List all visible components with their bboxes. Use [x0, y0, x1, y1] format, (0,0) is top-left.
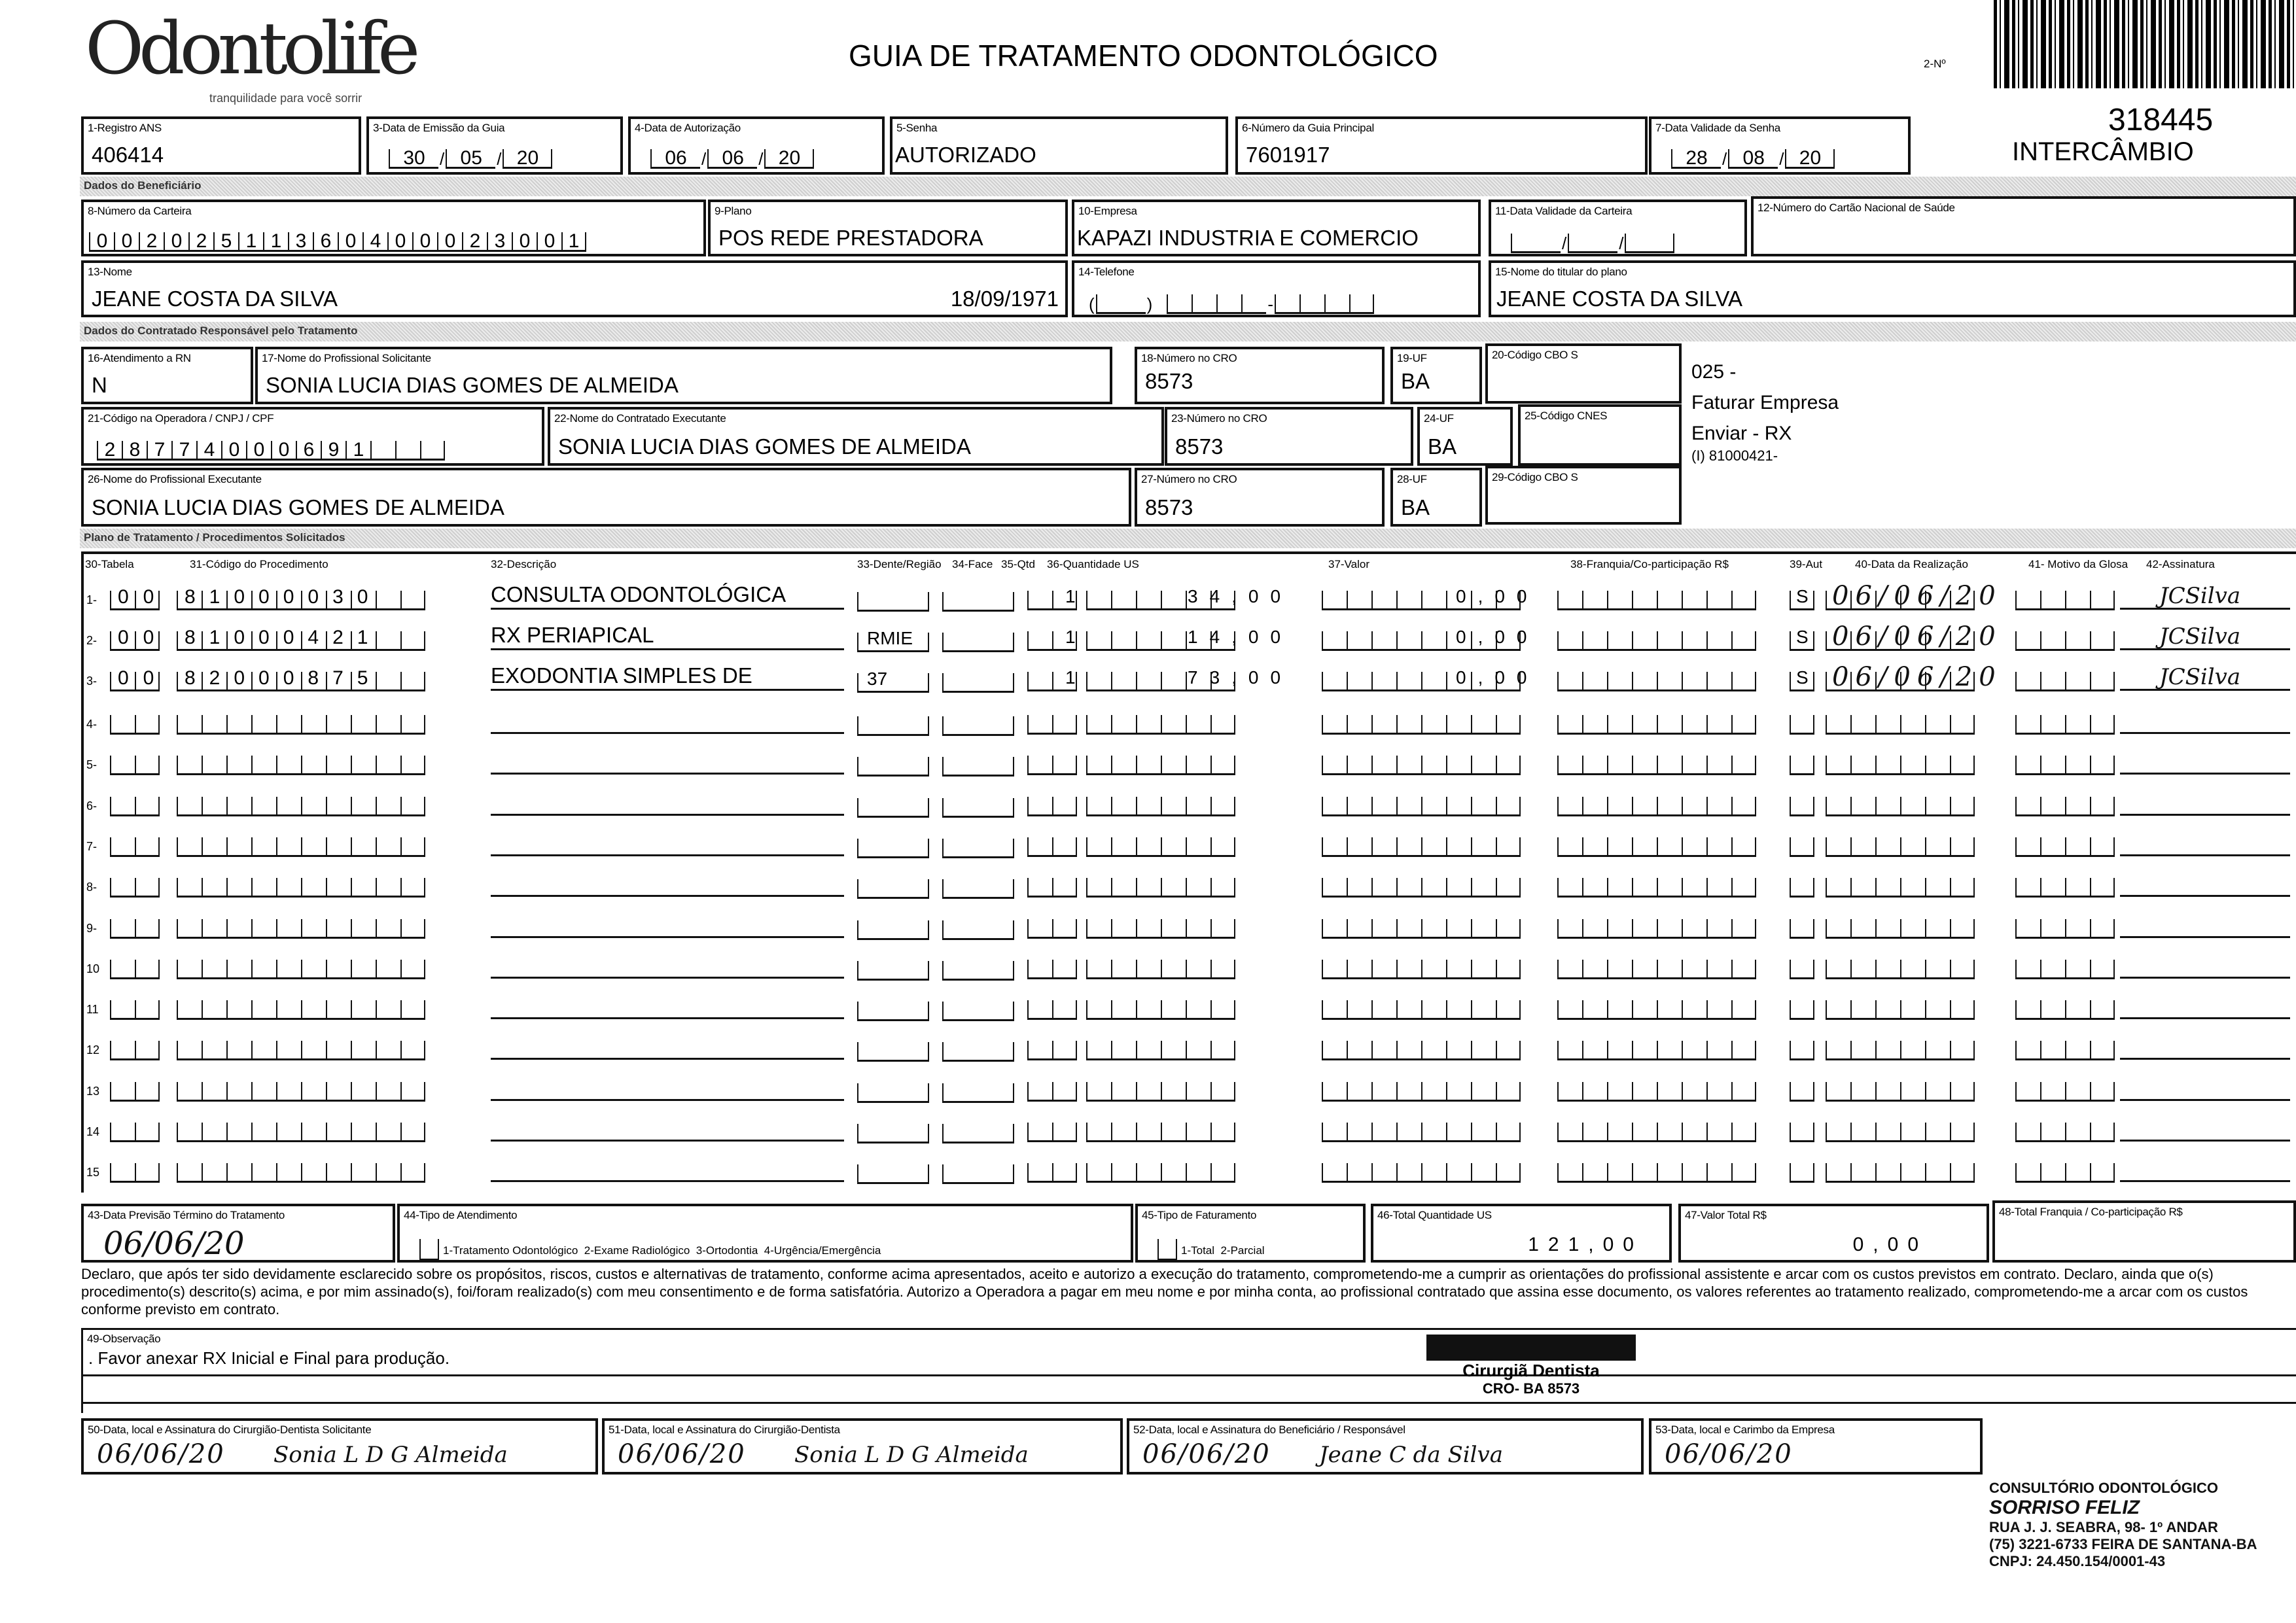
- column-header: 40-Data da Realização: [1855, 558, 1968, 570]
- tipo-atendimento-checkbox[interactable]: [419, 1239, 439, 1261]
- aut-value: S: [1796, 586, 1809, 606]
- carteira-digit: 2: [139, 232, 164, 252]
- procedure-row: [0, 1111, 2296, 1150]
- field-validade-senha: 7-Data Validade da Senha 28 / 08 / 20: [1649, 116, 1911, 175]
- assinatura-value: JCSilva: [2159, 664, 2241, 690]
- logo-text: Odontolife: [85, 7, 415, 90]
- signature-box: 52-Data, local e Assinatura do Beneficiário / Responsável 06/06/20 Jeane C da Silva: [1127, 1418, 1644, 1475]
- field-prof-executante: 26-Nome do Profissional Executante SONIA LUCIA DIAS GOMES DE ALMEIDA: [81, 468, 1131, 527]
- row-number: 10: [86, 962, 100, 975]
- field-guia-principal: 6-Número da Guia Principal 7601917: [1235, 116, 1648, 175]
- qtd-value: 1: [1065, 586, 1076, 606]
- carteira-digit: 0: [537, 232, 561, 252]
- field-uf-24: 24-UF BA: [1417, 407, 1513, 466]
- carteira-digit: 3: [487, 232, 512, 252]
- dente-value: RMIE: [867, 628, 913, 648]
- carteira-digit: 0: [512, 232, 537, 252]
- codigo-value: 81000030: [185, 586, 382, 608]
- row-number: 15: [86, 1166, 100, 1179]
- column-header: 34-Face: [952, 558, 993, 570]
- column-header: 37-Valor: [1328, 558, 1369, 570]
- valor-value: 0,00: [1456, 627, 1539, 647]
- field-contratado-executante: 22-Nome do Contratado Executante SONIA LUCIA DIAS GOMES DE ALMEIDA: [548, 407, 1164, 466]
- operadora-digit: [395, 441, 420, 461]
- field-titular: 15-Nome do titular do plano JEANE COSTA DA SILVA: [1489, 260, 2296, 317]
- clinic-stamp: CONSULTÓRIO ODONTOLÓGICO SORRISO FELIZ RUA J. J. SEABRA, 98- 1º ANDAR (75) 3221-6733 FEIRA DE SANTANA-BA CNPJ: 24.450.154/0001-43: [1989, 1480, 2257, 1569]
- tabela-value: 00: [118, 667, 169, 689]
- operadora-digit: 8: [122, 441, 147, 461]
- signature: Sonia L D G Almeida: [794, 1442, 1029, 1468]
- field-cro-18: 18-Número no CRO 8573: [1135, 347, 1385, 404]
- procedure-row: [0, 826, 2296, 865]
- carteira-digit: 2: [188, 232, 213, 252]
- tipo-faturamento-checkbox[interactable]: [1157, 1239, 1177, 1261]
- signature-box: 51-Data, local e Assinatura do Cirurgião-Dentista 06/06/20 Sonia L D G Almeida: [602, 1418, 1123, 1475]
- signature-box: 53-Data, local e Carimbo da Empresa 06/06/20: [1649, 1418, 1983, 1475]
- field-uf-28: 28-UF BA: [1390, 468, 1482, 527]
- signature: Sonia L D G Almeida: [274, 1442, 508, 1468]
- descricao-value: CONSULTA ODONTOLÓGICA: [491, 582, 786, 606]
- us-value: 73,00: [1188, 667, 1293, 688]
- column-header: 42-Assinatura: [2146, 558, 2215, 570]
- tabela-value: 00: [118, 586, 169, 608]
- field-observacao: 49-Observação . Favor anexar RX Inicial e Final para produção.: [81, 1328, 2296, 1413]
- field-telefone: 14-Telefone ( ) -: [1072, 260, 1481, 317]
- codigo-value: 82000875: [185, 667, 382, 689]
- logo: [85, 7, 415, 105]
- dentist-stamp: Cirurgiã Dentista CRO- BA 8573: [1426, 1335, 1636, 1397]
- barcode: [1994, 0, 2296, 88]
- field-codigo-operadora: 21-Código na Operadora / CNPJ / CPF 2 8 7 7 4 0 0 0 6 9 1: [81, 407, 544, 466]
- procedure-row: [0, 1070, 2296, 1109]
- guide-number-label: 2-Nº: [1924, 58, 1946, 70]
- assinatura-value: JCSilva: [2159, 583, 2241, 609]
- operadora-digit: 7: [171, 441, 196, 461]
- signature-date: 06/06/20: [97, 1439, 225, 1469]
- qtd-value: 1: [1065, 627, 1076, 647]
- descricao-value: EXODONTIA SIMPLES DE: [491, 663, 752, 688]
- operadora-digit: [420, 441, 445, 461]
- valor-value: 0,00: [1456, 667, 1539, 688]
- assinatura-value: JCSilva: [2159, 623, 2241, 650]
- logo-tagline: tranquilidade para você sorrir: [209, 92, 362, 105]
- field-previsao-termino: 43-Data Previsão Término do Tratamento 06/06/20: [81, 1204, 395, 1263]
- row-number: 13: [86, 1084, 100, 1098]
- row-number: 3-: [86, 674, 97, 688]
- aut-value: S: [1796, 627, 1809, 647]
- field-atendimento-rn: 16-Atendimento a RN N: [81, 347, 253, 404]
- procedure-row: [0, 744, 2296, 783]
- field-cnes-25: 25-Código CNES: [1518, 404, 1682, 466]
- row-number: 7-: [86, 839, 97, 853]
- signature: Jeane C da Silva: [1319, 1442, 1504, 1468]
- field-cbo-29: 29-Código CBO S: [1485, 466, 1682, 525]
- carteira-digit: 3: [288, 232, 313, 252]
- row-number: 4-: [86, 718, 97, 731]
- carteira-digit: 1: [238, 232, 263, 252]
- field-prof-solicitante: 17-Nome do Profissional Solicitante SONIA LUCIA DIAS GOMES DE ALMEIDA: [255, 347, 1112, 404]
- field-uf-19: 19-UF BA: [1390, 347, 1482, 404]
- field-cartao-nacional: 12-Número do Cartão Nacional de Saúde: [1751, 196, 2296, 256]
- operadora-digit: [370, 441, 395, 461]
- procedure-row: [0, 785, 2296, 824]
- field-cbo-20: 20-Código CBO S: [1485, 343, 1682, 404]
- carteira-digit: 0: [412, 232, 437, 252]
- field-data-autorizacao: 4-Data de Autorização 06 / 06 / 20: [628, 116, 885, 175]
- field-plano: 9-Plano POS REDE PRESTADORA: [708, 200, 1068, 256]
- column-header: 39-Aut: [1790, 558, 1823, 570]
- column-header: 32-Descrição: [491, 558, 557, 570]
- column-header: 33-Dente/Região: [857, 558, 942, 570]
- field-tipo-faturamento: 45-Tipo de Faturamento 1-Total 2-Parcial: [1135, 1204, 1366, 1263]
- data-realizacao-value: 06/06/20: [1832, 581, 2002, 611]
- operadora-digit: 6: [296, 441, 321, 461]
- row-number: 5-: [86, 758, 97, 772]
- field-senha: 5-Senha AUTORIZADO: [890, 116, 1228, 175]
- operadora-digit: 2: [97, 441, 122, 461]
- qtd-value: 1: [1065, 667, 1076, 688]
- row-number: 8-: [86, 881, 97, 894]
- dente-value: 37: [867, 669, 888, 689]
- row-number: 14: [86, 1125, 100, 1138]
- tabela-value: 00: [118, 627, 169, 648]
- column-header: 41- Motivo da Glosa: [2028, 558, 2128, 570]
- operadora-digit: 0: [221, 441, 246, 461]
- carteira-digit: 0: [338, 232, 362, 252]
- procedure-row: [0, 948, 2296, 987]
- field-total-us: 46-Total Quantidade US 121,00: [1371, 1204, 1672, 1263]
- column-header: 30-Tabela: [85, 558, 134, 570]
- field-tipo-atendimento: 44-Tipo de Atendimento 1-Tratamento Odontológico 2-Exame Radiológico 3-Ortodontia 4-Urgência/Emergência: [397, 1204, 1133, 1263]
- field-numero-carteira: 8-Número da Carteira 0 0 2 0 2 5 1 1 3 6 0 4 0 0 0 2 3 0 0 1: [81, 200, 706, 256]
- carteira-digit: 0: [89, 232, 114, 252]
- us-value: 14,00: [1188, 627, 1293, 647]
- carteira-digit: 0: [387, 232, 412, 252]
- operadora-digit: 0: [246, 441, 271, 461]
- carteira-digit: 0: [164, 232, 188, 252]
- field-data-emissao: 3-Data de Emissão da Guia 30 / 05 / 20: [366, 116, 623, 175]
- field-total-franquia: 48-Total Franquia / Co-participação R$: [1992, 1200, 2296, 1263]
- column-header: 31-Código do Procedimento: [190, 558, 328, 570]
- declaration-text: Declaro, que após ter sido devidamente esclarecido sobre os propósitos, riscos, custos e alternativas de tratamento, conforme acima apresentados, aceito e autorizo a execução do tratamento, comprometendo-me a cumprir as orientações do profissional assistente e arcar com os custos previstos em contrato. Declaro, ainda que o(s) procedimento(s) descrito(s) acima, e por mim assinado(s), foi/foram realizado(s) com meu consentimento e de forma satisfatória. Autorizo a Operadora a pagar em meu nome e por minha conta, ao profissional contratado que assina esse documento, os valores referentes ao tratamento realizado, comprometendo-me a arcar com os custos conforme previsto em contrato.: [81, 1266, 2248, 1318]
- us-value: 34,00: [1188, 586, 1293, 606]
- operadora-digit: 1: [345, 441, 370, 461]
- contratado-notes: 025 - Faturar Empresa Enviar - RX (I) 81000421-: [1691, 361, 1839, 464]
- carteira-digit: 1: [263, 232, 288, 252]
- signature-date: 06/06/20: [618, 1439, 746, 1469]
- row-number: 9-: [86, 921, 97, 935]
- operadora-digit: 4: [196, 441, 221, 461]
- carteira-digit: 1: [561, 232, 586, 252]
- section-procedimentos: Plano de Tratamento / Procedimentos Solicitados: [80, 529, 2296, 548]
- row-number: 6-: [86, 799, 97, 812]
- procedure-row: [0, 1151, 2296, 1191]
- aut-value: S: [1796, 667, 1809, 688]
- field-validade-carteira: 11-Data Validade da Carteira / /: [1489, 200, 1747, 256]
- field-valor-total: 47-Valor Total R$ 0,00: [1678, 1204, 1989, 1263]
- carteira-digit: 6: [313, 232, 338, 252]
- field-registro-ans: 1-Registro ANS 406414: [81, 116, 361, 175]
- procedure-row: [0, 866, 2296, 905]
- procedure-row: [0, 660, 2296, 699]
- data-realizacao-value: 06/06/20: [1832, 662, 2002, 692]
- field-empresa: 10-Empresa KAPAZI INDUSTRIA E COMERCIO: [1072, 200, 1481, 256]
- operadora-digit: 7: [147, 441, 171, 461]
- row-number: 11: [86, 1003, 99, 1017]
- carteira-digit: 2: [462, 232, 487, 252]
- column-header: 35-Qtd: [1001, 558, 1035, 570]
- signature-box: 50-Data, local e Assinatura do Cirurgião-Dentista Solicitante 06/06/20 Sonia L D G Almeida: [81, 1418, 598, 1475]
- descricao-value: RX PERIAPICAL: [491, 623, 654, 647]
- carteira-digit: 5: [213, 232, 238, 252]
- guide-number: 318445: [2108, 103, 2214, 137]
- row-number: 2-: [86, 634, 97, 647]
- field-cro-27: 27-Número no CRO 8573: [1135, 468, 1385, 527]
- column-header: 36-Quantidade US: [1047, 558, 1139, 570]
- carteira-digit: 4: [362, 232, 387, 252]
- column-header: 38-Franquia/Co-participação R$: [1570, 558, 1729, 570]
- valor-value: 0,00: [1456, 586, 1539, 606]
- section-beneficiario: Dados do Beneficiário: [80, 177, 2296, 196]
- section-contratado: Dados do Contratado Responsável pelo Tratamento: [80, 322, 2296, 341]
- row-number: 12: [86, 1043, 100, 1057]
- codigo-value: 81000421: [185, 627, 382, 648]
- procedure-row: [0, 1029, 2296, 1068]
- data-realizacao-value: 06/06/20: [1832, 621, 2002, 652]
- field-nome: 13-Nome JEANE COSTA DA SILVA 18/09/1971: [81, 260, 1068, 317]
- guide-type: INTERCÂMBIO: [2012, 137, 2194, 166]
- procedure-row: [0, 579, 2296, 618]
- row-number: 1-: [86, 593, 97, 606]
- operadora-digit: 0: [271, 441, 296, 461]
- field-cro-23: 23-Número no CRO 8573: [1165, 407, 1413, 466]
- signature-date: 06/06/20: [1665, 1439, 1793, 1469]
- procedure-row: [0, 620, 2296, 659]
- procedure-row: [0, 988, 2296, 1028]
- procedure-row: [0, 907, 2296, 947]
- carteira-digit: 0: [114, 232, 139, 252]
- carteira-digit: 0: [437, 232, 462, 252]
- page-title: GUIA DE TRATAMENTO ODONTOLÓGICO: [849, 39, 1438, 73]
- procedure-row: [0, 703, 2296, 742]
- signature-date: 06/06/20: [1142, 1439, 1271, 1469]
- operadora-digit: 9: [321, 441, 345, 461]
